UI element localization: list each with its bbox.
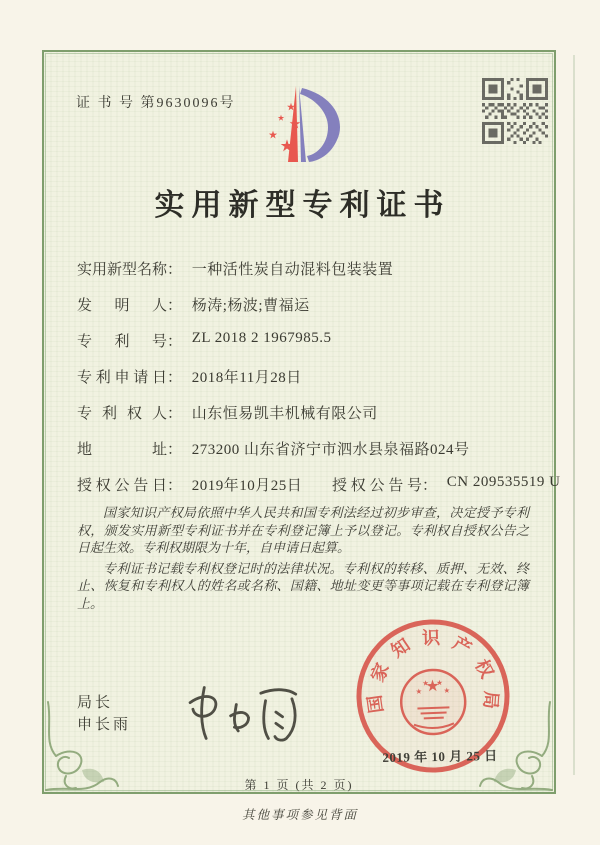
field-value: CN 209535519 U	[446, 474, 561, 490]
certificate-title: 实用新型专利证书	[154, 189, 451, 222]
qr-code	[482, 78, 548, 144]
field-value: 273200 山东省济宁市泗水县泉福路024号	[191, 442, 470, 458]
field-value: 2019年10月25日	[191, 478, 303, 494]
seal-char: 局	[480, 690, 502, 710]
field-label: 实用新型名称	[77, 262, 168, 278]
field-label: 专利号	[77, 334, 167, 350]
signature-handwriting-icon	[174, 680, 309, 746]
cnipa-patent-logo-icon	[240, 74, 370, 184]
seal-char: 识	[421, 627, 441, 649]
field-row-address: 地址： 273200 山东省济宁市泗水县泉福路024号	[77, 438, 529, 458]
field-row-grant: 授权公告日： 2019年10月25日 授权公告号： CN 209535519 U	[77, 474, 561, 494]
field-row-inventors: 发明人： 杨涛;杨波;曹福运	[77, 294, 529, 314]
field-label: 专利权人	[77, 406, 167, 422]
seal-date: 2019 年 10 月 25 日	[382, 747, 498, 766]
grant-number-pair: 授权公告号： CN 209535519 U	[332, 474, 561, 494]
reverse-side-note: 其他事项参见背面	[241, 808, 358, 822]
field-row-invention-name: 实用新型名称： 一种活性炭自动混料包装装置	[77, 258, 529, 278]
officer-title: 局长	[77, 695, 114, 711]
field-label: 授权公告号	[332, 478, 423, 494]
legal-paragraph: 国家知识产权局依照中华人民共和国专利法经过初步审查，决定授予专利权，颁发实用新型专利证书并在专利登记簿上予以登记。专利权自授权公告之日起生效。专利权期限为十年，自申请日起算。	[77, 505, 529, 555]
field-label: 专利申请日	[77, 370, 167, 386]
field-label: 授权公告日	[77, 478, 167, 494]
page-number: 第 1 页 (共 2 页)	[244, 778, 354, 792]
seal-char: 产	[449, 632, 475, 659]
corner-flourish-right-icon	[456, 700, 556, 795]
legal-paragraph: 专利证书记载专利权登记时的法律状况。专利权的转移、质押、无效、终止、恢复和专利权人的姓名或名称、国籍、地址变更等事项记载在专利登记簿上。	[77, 560, 529, 611]
scanned-page-edge	[573, 55, 575, 775]
officer-name: 申长雨	[77, 717, 132, 733]
field-value: 山东恒易凯丰机械有限公司	[191, 406, 378, 422]
seal-char: 家	[367, 660, 393, 685]
certificate-frame	[42, 50, 561, 794]
seal-char: 知	[387, 634, 414, 662]
corner-flourish-left-icon	[42, 700, 142, 795]
field-list	[77, 258, 561, 510]
legal-text	[77, 504, 529, 615]
seal-char: 权	[471, 656, 498, 682]
field-value: 一种活性炭自动混料包装装置	[191, 262, 394, 278]
field-label: 发明人	[77, 298, 167, 314]
field-row-patent-number: 专利号： ZL 2018 2 1967985.5	[77, 330, 332, 350]
field-row-filing-date: 专利申请日： 2018年11月28日	[77, 366, 529, 386]
field-value: ZL 2018 2 1967985.5	[191, 330, 332, 346]
field-row-patentee: 专利权人： 山东恒易凯丰机械有限公司	[77, 402, 529, 422]
seal-char: 国	[364, 693, 387, 715]
field-label: 地址	[77, 442, 167, 458]
field-value: 2018年11月28日	[191, 370, 302, 386]
certificate-number: 证 书 号 第9630096号	[76, 96, 236, 111]
field-value: 杨涛;杨波;曹福运	[191, 298, 310, 314]
